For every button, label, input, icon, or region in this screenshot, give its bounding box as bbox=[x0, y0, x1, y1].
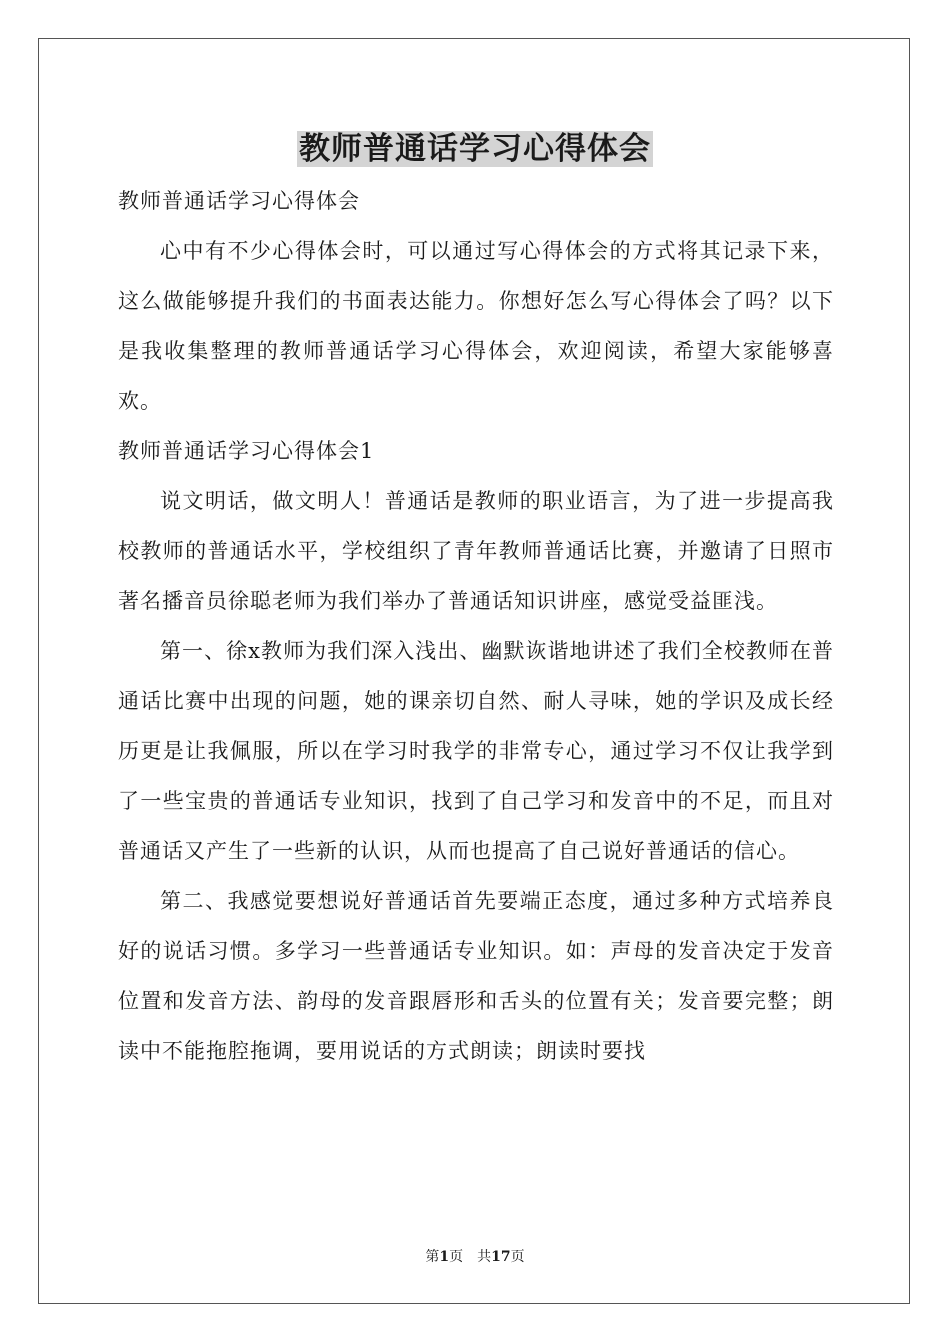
body-paragraph-1: 说文明话，做文明人！普通话是教师的职业语言，为了进一步提高我校教师的普通话水平，学校组织了青年教师普通话比赛，并邀请了日照市著名播音员徐聪老师为我们举办了普通话知识讲座，感觉受益匪浅。 bbox=[118, 489, 834, 613]
body-paragraph-2: 第一、徐x教师为我们深入浅出、幽默诙谐地讲述了我们全校教师在普通话比赛中出现的问题，她的课亲切自然、耐人寻味，她的学识及成长经历更是让我佩服，所以在学习时我学的非常专心，通过学习不仅让我学到了一些宝贵的普通话专业知识，找到了自己学习和发音中的不足，而且对普通话又产生了一些新的认识，从而也提高了自己说好普通话的信心。 bbox=[118, 639, 834, 863]
page-prefix: 第 bbox=[425, 1249, 440, 1265]
body-paragraph-3: 第二、我感觉要想说好普通话首先要端正态度，通过多种方式培养良好的说话习惯。多学习一些普通话专业知识。如：声母的发音决定于发音位置和发音方法、韵母的发音跟唇形和舌头的位置有关；发音要完整；朗读中不能拖腔拖调，要用说话的方式朗读；朗读时要找 bbox=[118, 889, 834, 1063]
document-body bbox=[118, 176, 834, 1076]
section-heading: 教师普通话学习心得体会1 bbox=[118, 439, 375, 463]
page-suffix: 页 bbox=[510, 1249, 525, 1265]
page-mid: 页 共 bbox=[449, 1249, 492, 1265]
document-subtitle: 教师普通话学习心得体会 bbox=[118, 189, 360, 213]
document-title-text: 教师普通话学习心得体会 bbox=[299, 131, 651, 167]
page-total: 17 bbox=[491, 1249, 511, 1265]
page-footer bbox=[0, 1247, 950, 1267]
document-title bbox=[0, 124, 950, 174]
intro-paragraph: 心中有不少心得体会时，可以通过写心得体会的方式将其记录下来，这么做能够提升我们的书面表达能力。你想好怎么写心得体会了吗？以下是我收集整理的教师普通话学习心得体会，欢迎阅读，希望大家能够喜欢。 bbox=[118, 239, 834, 413]
page-current: 1 bbox=[439, 1249, 450, 1265]
